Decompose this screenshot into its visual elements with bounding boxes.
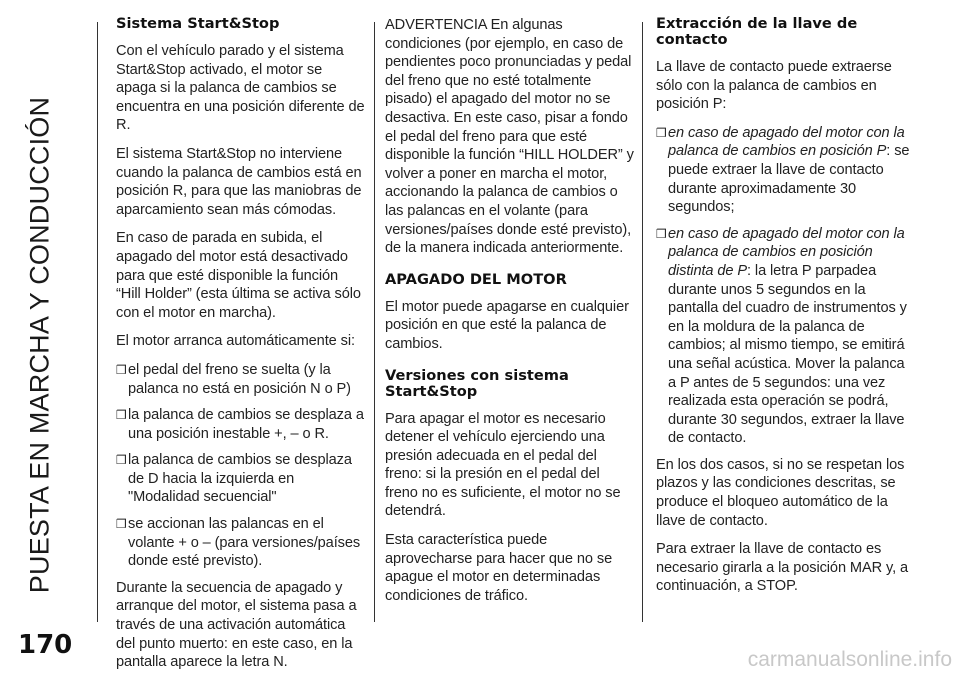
warning-paragraph: ADVERTENCIA En algunas condiciones (por ejemplo, en caso de pendientes poco pronunciadas y pedal del freno que no esté totalmente pisado) el apagado del motor no se desactiva. En este caso, pisar a fondo el pedal del freno para que esté disponible la función “HILL HOLDER” y volver a poner en marcha el motor, accionando la palanca de cambios o las palancas en el volante (para versiones/países donde esté previsto), de la manera indicada anteriormente.	[385, 17, 634, 257]
column-rule	[97, 22, 98, 622]
paragraph: Con el vehículo parado y el sistema Start&Stop activado, el motor se apaga si la palanca de cambios se encuentra en una posición diferente de R.	[116, 43, 365, 134]
bullet-text	[668, 225, 910, 448]
paragraph: El motor arranca automáticamente si:	[116, 333, 355, 350]
checkbox-bullet-icon: ❒	[116, 517, 127, 532]
checkbox-bullet-icon: ❒	[116, 408, 127, 423]
column-rule	[374, 22, 375, 622]
paragraph: Durante la secuencia de apagado y arranque del motor, el sistema pasa a través de una activación automática del punto muerto: en este caso, en la pantalla aparece la letra N.	[116, 579, 357, 671]
column-engine-stop	[385, 16, 635, 615]
paragraph: El sistema Start&Stop no interviene cuando la palanca de cambios está en posición R, para que las maniobras de aparcamiento sean más cómodas.	[116, 145, 362, 218]
paragraph: En los dos casos, si no se respetan los plazos y las condiciones descritas, se produce el bloqueo automático de la llave de contacto.	[656, 456, 905, 529]
column-start-stop	[116, 16, 366, 682]
checkbox-bullet-icon: ❒	[656, 125, 667, 140]
bullet-item	[116, 361, 366, 398]
bullet-item	[116, 406, 366, 443]
bullet-text: la palanca de cambios se desplaza a una posición inestable +, – o R.	[128, 407, 364, 442]
bullet-item	[656, 124, 910, 217]
checkbox-bullet-icon: ❒	[116, 453, 127, 468]
bullet-italic-text: en caso de apagado del motor con la palanca de cambios en posición distinta de P	[668, 225, 905, 279]
bullet-item	[116, 451, 366, 507]
bullet-text: el pedal del freno se suelta (y la palanca no está en posición N o P)	[128, 361, 351, 397]
column-key-removal	[656, 16, 910, 606]
paragraph: Para apagar el motor es necesario detener el vehículo ejerciendo una presión adecuada en el pedal del freno: si la presión en el pedal del freno no es suficiente, el motor no se detendrá.	[385, 410, 621, 520]
bullet-text	[668, 124, 910, 217]
paragraph: Esta característica puede aprovecharse para hacer que no se apague el motor en determinadas condiciones de tráfico.	[385, 532, 613, 604]
bullet-italic-text: en caso de apagado del motor con la palanca de cambios en posición P	[668, 124, 905, 160]
column-rule	[642, 22, 643, 622]
bullet-plain-text: : la letra P parpadea durante unos 5 segundos en la pantalla del cuadro de instrumentos y en la moldura de la palanca de cambios; al mismo tiempo, se emitirá una señal acústica. Mover la palanca a P antes de 5 segundos: una vez realizada esta operación se podrá, durante 30 segundos, extraer la llave de contacto.	[668, 262, 907, 447]
bullet-text: se accionan las palancas en el volante + o – (para versiones/países donde esté previsto).	[128, 516, 361, 570]
page-number: 170	[18, 630, 73, 660]
heading-apagado-motor: APAGADO DEL MOTOR	[385, 270, 567, 288]
checkbox-bullet-icon: ❒	[116, 362, 127, 377]
paragraph: El motor puede apagarse en cualquier posición en que esté la palanca de cambios.	[385, 298, 629, 352]
bullet-item	[656, 225, 910, 448]
chapter-side-title: PUESTA EN MARCHA Y CONDUCCIÓN	[24, 96, 55, 594]
bullet-text: la palanca de cambios se desplaza de D hacia la izquierda en "Modalidad secuencial"	[128, 452, 352, 506]
bullet-plain-text: : se puede extraer la llave de contacto durante aproximadamente 30 segundos;	[668, 143, 910, 216]
heading-extraccion-llave: Extracción de la llave de contacto	[656, 15, 858, 48]
paragraph: Para extraer la llave de contacto es necesario girarla a la posición MAR y, a continuación, a STOP.	[656, 541, 909, 595]
watermark-text: carmanualsonline.info	[747, 648, 952, 671]
checkbox-bullet-icon: ❒	[656, 226, 667, 241]
bullet-item	[116, 515, 366, 571]
paragraph: En caso de parada en subida, el apagado del motor está desactivado para que esté disponible la función “Hill Holder” (esta última se activa sólo con el motor en marcha).	[116, 230, 361, 321]
paragraph: La llave de contacto puede extraerse sólo con la palanca de cambios en posición P:	[656, 59, 892, 113]
heading-versiones-start-stop: Versiones con sistema Start&Stop	[385, 366, 569, 400]
heading-start-stop: Sistema Start&Stop	[116, 15, 280, 32]
